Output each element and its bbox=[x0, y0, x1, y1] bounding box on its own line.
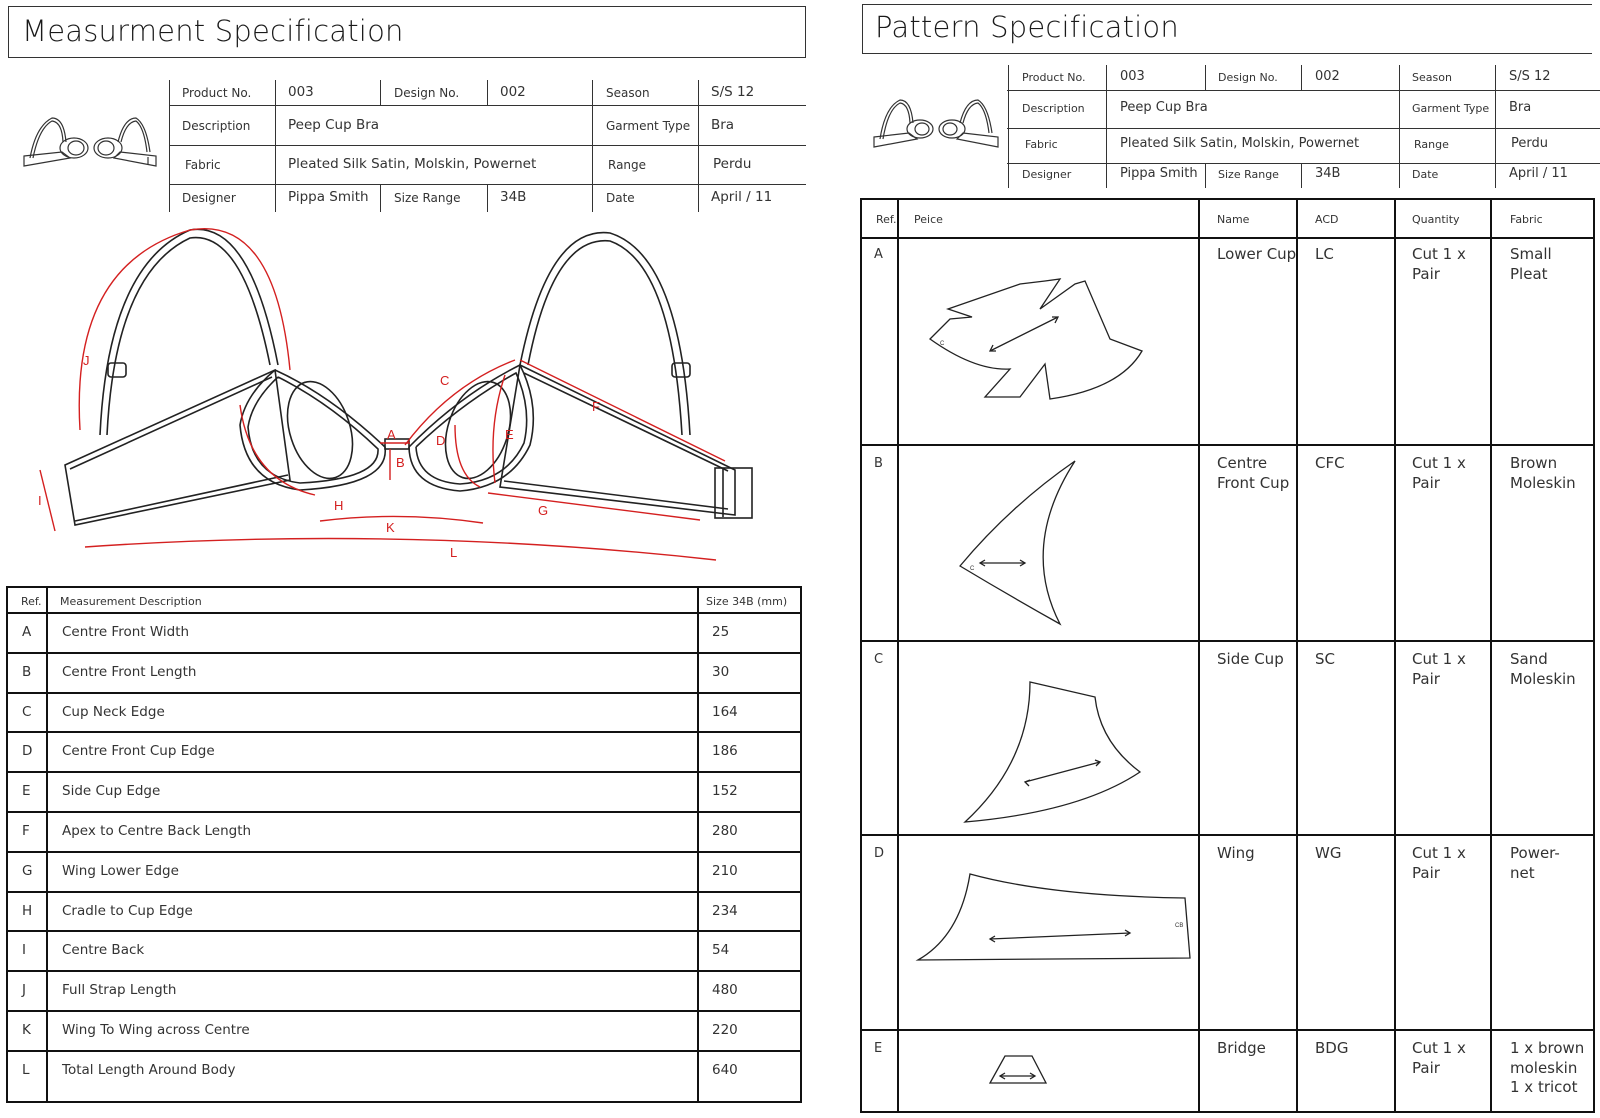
pattern-grain-mark: C bbox=[940, 341, 945, 347]
pattern-piece-drawing bbox=[900, 642, 1196, 836]
meas-description-cell: Side Cup Edge bbox=[62, 783, 161, 800]
diagram-label-e: E bbox=[505, 427, 514, 442]
r-garment-type-label: Garment Type bbox=[1412, 102, 1490, 115]
diagram-label-j: J bbox=[83, 353, 90, 368]
pattern-fabric-cell: Power- net bbox=[1510, 844, 1560, 882]
pattern-fabric-cell: Sand Moleskin bbox=[1510, 650, 1576, 688]
r-range-value: Perdu bbox=[1511, 136, 1548, 151]
garment-type-label: Garment Type bbox=[606, 119, 691, 133]
r-range-label: Range bbox=[1414, 138, 1449, 151]
meas-ref-cell: K bbox=[22, 1022, 31, 1038]
meas-ref-cell: C bbox=[22, 703, 32, 720]
meas-ref-cell: A bbox=[22, 624, 32, 640]
r-designer-value: Pippa Smith bbox=[1120, 166, 1198, 181]
pattern-name-cell: Lower Cup bbox=[1217, 245, 1297, 263]
meas-header-ref: Ref. bbox=[21, 595, 42, 608]
meas-description-cell: Cradle to Cup Edge bbox=[62, 902, 193, 919]
meas-description-cell: Wing To Wing across Centre bbox=[62, 1022, 250, 1038]
meas-row-divider bbox=[8, 891, 800, 893]
meas-row-divider bbox=[8, 612, 800, 614]
pattern-quantity-cell: Cut 1 x Pair bbox=[1412, 844, 1466, 882]
pat-header-quantity: Quantity bbox=[1412, 213, 1460, 226]
pattern-name-cell: Bridge bbox=[1217, 1039, 1266, 1057]
pattern-acd-cell: BDG bbox=[1315, 1039, 1349, 1057]
pattern-acd-cell: WG bbox=[1315, 844, 1342, 862]
r-product-no-label: Product No. bbox=[1022, 71, 1086, 84]
r-season-label: Season bbox=[1412, 71, 1452, 84]
meas-ref-cell: J bbox=[22, 982, 26, 999]
r-design-no-value: 002 bbox=[1315, 69, 1340, 84]
meas-value-cell: 234 bbox=[712, 902, 738, 919]
pattern-piece-drawing bbox=[900, 1031, 1196, 1117]
pattern-quantity-cell: Cut 1 x Pair bbox=[1412, 1039, 1466, 1077]
diagram-label-c: C bbox=[440, 373, 450, 388]
meas-row-divider bbox=[8, 851, 800, 853]
right-page-title: Pattern Specification bbox=[875, 10, 1179, 44]
pattern-ref-cell: E bbox=[874, 1041, 883, 1056]
r-description-value: Peep Cup Bra bbox=[1120, 100, 1208, 115]
right-title-box bbox=[862, 4, 1592, 54]
meas-value-cell: 210 bbox=[712, 862, 738, 879]
pattern-quantity-cell: Cut 1 x Pair bbox=[1412, 454, 1466, 492]
r-size-range-value: 34B bbox=[1315, 166, 1341, 181]
season-label: Season bbox=[606, 86, 650, 100]
meas-ref-cell: H bbox=[22, 902, 33, 919]
meas-description-cell: Total Length Around Body bbox=[62, 1061, 236, 1078]
pattern-piece-drawing bbox=[900, 239, 1196, 446]
r-garment-type-value: Bra bbox=[1509, 100, 1532, 115]
pattern-fabric-cell: 1 x brown moleskin 1 x tricot bbox=[1510, 1039, 1585, 1096]
r-product-no-value: 003 bbox=[1120, 69, 1145, 84]
pattern-piece-drawing bbox=[900, 836, 1196, 1031]
designer-value: Pippa Smith bbox=[288, 189, 369, 205]
meas-value-cell: 186 bbox=[712, 743, 738, 760]
r-date-label: Date bbox=[1412, 168, 1439, 181]
meas-ref-cell: I bbox=[22, 942, 26, 959]
meas-description-cell: Wing Lower Edge bbox=[62, 862, 179, 879]
pattern-piece-drawing bbox=[900, 446, 1196, 642]
meas-ref-cell: L bbox=[22, 1061, 30, 1078]
pattern-fabric-cell: Small Pleat bbox=[1510, 245, 1552, 283]
fabric-label: Fabric bbox=[185, 158, 221, 172]
size-range-value: 34B bbox=[500, 189, 527, 205]
range-value: Perdu bbox=[713, 156, 752, 172]
r-description-label: Description bbox=[1022, 102, 1085, 115]
pattern-ref-cell: C bbox=[874, 652, 884, 667]
meas-value-cell: 30 bbox=[712, 663, 730, 680]
meas-ref-cell: G bbox=[22, 862, 33, 879]
pattern-ref-cell: D bbox=[874, 846, 885, 861]
diagram-label-f: F bbox=[592, 399, 600, 414]
pat-header-piece: Peice bbox=[914, 213, 943, 226]
pattern-grain-mark: CB bbox=[1175, 923, 1184, 929]
description-label: Description bbox=[182, 119, 251, 133]
meas-value-cell: 152 bbox=[712, 783, 738, 800]
measurement-table bbox=[6, 586, 802, 1103]
meas-value-cell: 640 bbox=[712, 1061, 738, 1078]
left-bra-thumbnail bbox=[22, 112, 162, 174]
meas-ref-cell: B bbox=[22, 663, 32, 680]
diagram-label-b: B bbox=[396, 455, 405, 470]
bra-measurement-diagram bbox=[0, 225, 800, 575]
diagram-label-h: H bbox=[334, 498, 344, 513]
meas-description-cell: Full Strap Length bbox=[62, 982, 177, 999]
diagram-label-d: D bbox=[436, 433, 446, 448]
diagram-label-g: G bbox=[538, 503, 549, 518]
pattern-grain-mark: C bbox=[970, 566, 975, 572]
meas-row-divider bbox=[8, 811, 800, 813]
pattern-ref-cell: A bbox=[874, 247, 883, 262]
pattern-quantity-cell: Cut 1 x Pair bbox=[1412, 650, 1466, 688]
r-fabric-value: Pleated Silk Satin, Molskin, Powernet bbox=[1120, 136, 1360, 151]
pattern-table bbox=[860, 198, 1595, 1113]
design-no-label: Design No. bbox=[394, 86, 460, 100]
date-label: Date bbox=[606, 191, 635, 205]
pat-header-acd: ACD bbox=[1315, 213, 1339, 226]
meas-description-cell: Centre Back bbox=[62, 942, 145, 959]
r-design-no-label: Design No. bbox=[1218, 71, 1278, 84]
diagram-label-i: I bbox=[38, 493, 42, 508]
product-no-value: 003 bbox=[288, 84, 314, 100]
meas-row-divider bbox=[8, 970, 800, 972]
meas-row-divider bbox=[8, 731, 800, 733]
pat-header-name: Name bbox=[1217, 213, 1250, 226]
diagram-label-k: K bbox=[386, 520, 395, 535]
meas-description-cell: Apex to Centre Back Length bbox=[62, 823, 252, 839]
pattern-fabric-cell: Brown Moleskin bbox=[1510, 454, 1576, 492]
meas-ref-cell: E bbox=[22, 783, 31, 800]
meas-ref-cell: D bbox=[22, 743, 33, 760]
fabric-value: Pleated Silk Satin, Molskin, Powernet bbox=[288, 156, 537, 172]
pattern-name-cell: Centre Front Cup bbox=[1217, 454, 1290, 492]
left-page-title: Measurment Specification bbox=[22, 14, 404, 48]
pattern-acd-cell: SC bbox=[1315, 650, 1335, 668]
product-no-label: Product No. bbox=[182, 86, 252, 100]
right-bra-thumbnail bbox=[872, 95, 1002, 155]
meas-description-cell: Cup Neck Edge bbox=[62, 703, 165, 720]
range-label: Range bbox=[608, 158, 647, 172]
designer-label: Designer bbox=[182, 191, 236, 205]
date-value: April / 11 bbox=[711, 189, 773, 205]
meas-value-cell: 280 bbox=[712, 823, 738, 839]
meas-value-cell: 54 bbox=[712, 942, 730, 959]
meas-row-divider bbox=[8, 1010, 800, 1012]
meas-value-cell: 25 bbox=[712, 624, 730, 640]
pattern-ref-cell: B bbox=[874, 456, 883, 471]
pat-header-ref: Ref. bbox=[876, 213, 897, 226]
r-size-range-label: Size Range bbox=[1218, 168, 1279, 181]
description-value: Peep Cup Bra bbox=[288, 117, 380, 133]
meas-row-divider bbox=[8, 771, 800, 773]
meas-ref-cell: F bbox=[22, 823, 30, 839]
r-date-value: April / 11 bbox=[1509, 166, 1568, 181]
meas-header-size: Size 34B (mm) bbox=[706, 595, 788, 608]
diagram-label-a: A bbox=[387, 427, 396, 442]
meas-row-divider bbox=[8, 930, 800, 932]
design-no-value: 002 bbox=[500, 84, 526, 100]
meas-row-divider bbox=[8, 652, 800, 654]
r-fabric-label: Fabric bbox=[1025, 138, 1058, 151]
garment-type-value: Bra bbox=[711, 117, 735, 133]
meas-header-description: Measurement Description bbox=[60, 595, 202, 608]
size-range-label: Size Range bbox=[394, 191, 461, 205]
pat-header-fabric: Fabric bbox=[1510, 213, 1543, 226]
meas-value-cell: 220 bbox=[712, 1022, 738, 1038]
meas-description-cell: Centre Front Width bbox=[62, 624, 190, 640]
pattern-acd-cell: LC bbox=[1315, 245, 1334, 263]
diagram-label-l: L bbox=[450, 545, 458, 560]
pattern-acd-cell: CFC bbox=[1315, 454, 1345, 472]
meas-value-cell: 164 bbox=[712, 703, 738, 720]
meas-value-cell: 480 bbox=[712, 982, 738, 999]
r-designer-label: Designer bbox=[1022, 168, 1072, 181]
season-value: S/S 12 bbox=[711, 84, 755, 100]
meas-description-cell: Centre Front Length bbox=[62, 663, 197, 680]
left-title-box bbox=[8, 6, 806, 58]
pattern-quantity-cell: Cut 1 x Pair bbox=[1412, 245, 1466, 283]
pattern-name-cell: Side Cup bbox=[1217, 650, 1284, 668]
pattern-name-cell: Wing bbox=[1217, 844, 1255, 862]
meas-row-divider bbox=[8, 692, 800, 694]
meas-row-divider bbox=[8, 1050, 800, 1052]
r-season-value: S/S 12 bbox=[1509, 69, 1551, 84]
meas-description-cell: Centre Front Cup Edge bbox=[62, 743, 215, 760]
